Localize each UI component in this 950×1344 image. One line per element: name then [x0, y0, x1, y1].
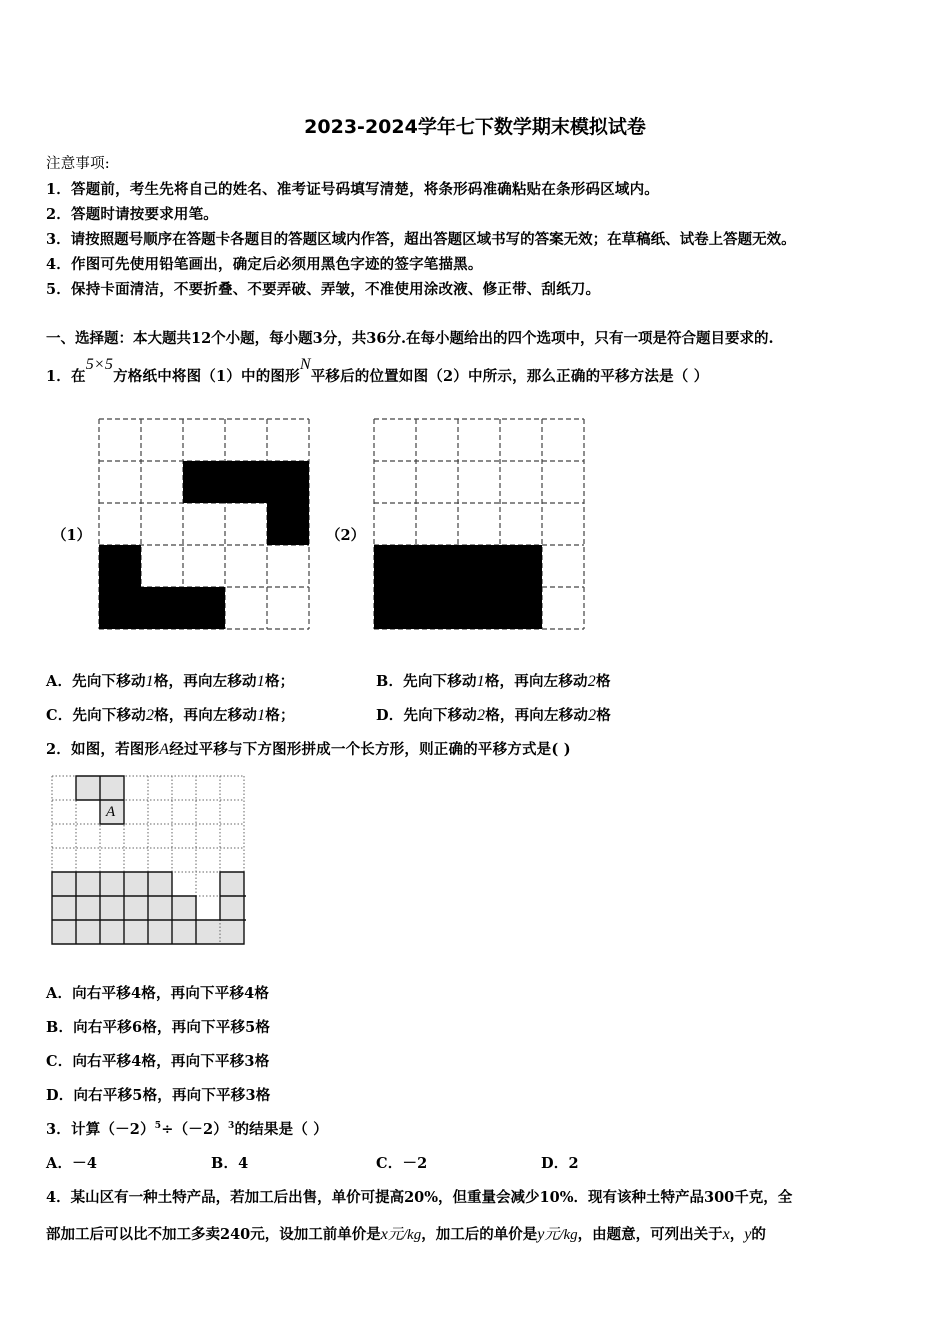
q2-option-d: D．向右平移5格，再向下平移3格	[46, 1087, 271, 1104]
q2-figure-name: A	[159, 741, 170, 758]
q1-grid-size: 5×5	[85, 356, 114, 373]
notice-item: 4．作图可先使用铅笔画出，确定后必须用黑色字迹的签字笔描黑。	[46, 256, 483, 273]
question-4-line-2: 部加工后可以比不加工多卖240元，设加工前单价是x元/kg，加工后的单价是y元/kg，由题意，可列出关于x，y的	[46, 1226, 766, 1243]
question-2-stem: 2．如图，若图形A经过平移与下方图形拼成一个长方形，则正确的平移方式是( )	[46, 741, 571, 758]
page-title: 2023-2024学年七下数学期末模拟试卷	[304, 116, 646, 138]
figure-q2-grid	[52, 776, 248, 948]
figure-a-label: A	[106, 804, 116, 820]
q1-option-c: C．先向下移动2格，再向左移动1格；	[46, 707, 295, 724]
q2-option-c: C．向右平移4格，再向下平移3格	[46, 1053, 270, 1070]
q3-option-c: C．－2	[376, 1155, 428, 1172]
question-4-line-1: 4．某山区有一种土特产品，若加工后出售，单价可提高20%，但重量会减少10%．现有该种土特产品300千克，全	[46, 1189, 793, 1206]
figure-n-shape-upper	[183, 461, 309, 545]
notice-item: 2．答题时请按要求用笔。	[46, 206, 218, 223]
translated-shape	[374, 545, 542, 629]
notice-item: 5．保持卡面清洁，不要折叠、不要弄破、弄皱，不准使用涂改液、修正带、刮纸刀。	[46, 281, 601, 298]
notice-item: 3．请按照题号顺序在答题卡各题目的答题区域内作答，超出答题区域书写的答案无效；在草稿纸、试卷上答题无效。	[46, 231, 796, 248]
section-heading: 一、选择题：本大题共12个小题，每小题3分，共36分.在每小题给出的四个选项中，只有一项是符合题目要求的.	[46, 330, 774, 347]
notice-item: 1．答题前，考生先将自己的姓名、准考证号码填写清楚，将条形码准确粘贴在条形码区域内。	[46, 181, 659, 198]
q1-option-a: A．先向下移动1格，再向左移动1格；	[46, 673, 295, 690]
q2-option-a: A．向右平移4格，再向下平移4格	[46, 985, 270, 1002]
q1-option-b: B．先向下移动1格，再向左移动2格	[376, 673, 611, 690]
q1-prefix: 1．在	[46, 368, 86, 385]
q3-option-b: B．4	[211, 1155, 249, 1172]
figure-2-grid	[372, 417, 586, 631]
q1-figure-name: N	[299, 356, 311, 373]
q2-option-b: B．向右平移6格，再向下平移5格	[46, 1019, 271, 1036]
question-1-stem	[46, 356, 709, 386]
q1-mid: 方格纸中将图（1）中的图形	[113, 368, 300, 385]
q3-option-d: D．2	[541, 1155, 579, 1172]
q1-suffix: 平移后的位置如图（2）中所示，那么正确的平移方法是（ ）	[310, 368, 709, 385]
figure-2-label: （2）	[326, 527, 366, 544]
figure-1-grid	[97, 417, 311, 631]
q3-option-a: A．－4	[46, 1155, 98, 1172]
question-3-stem: 3．计算$(-2)^5\div(-2)^3$的结果是（ ）	[46, 1121, 328, 1138]
notice-heading: 注意事项:	[46, 156, 110, 172]
q1-option-d: D．先向下移动2格，再向左移动2格	[376, 707, 611, 724]
figure-n-shape-lower	[99, 545, 225, 629]
figure-1-label: （1）	[52, 527, 92, 544]
